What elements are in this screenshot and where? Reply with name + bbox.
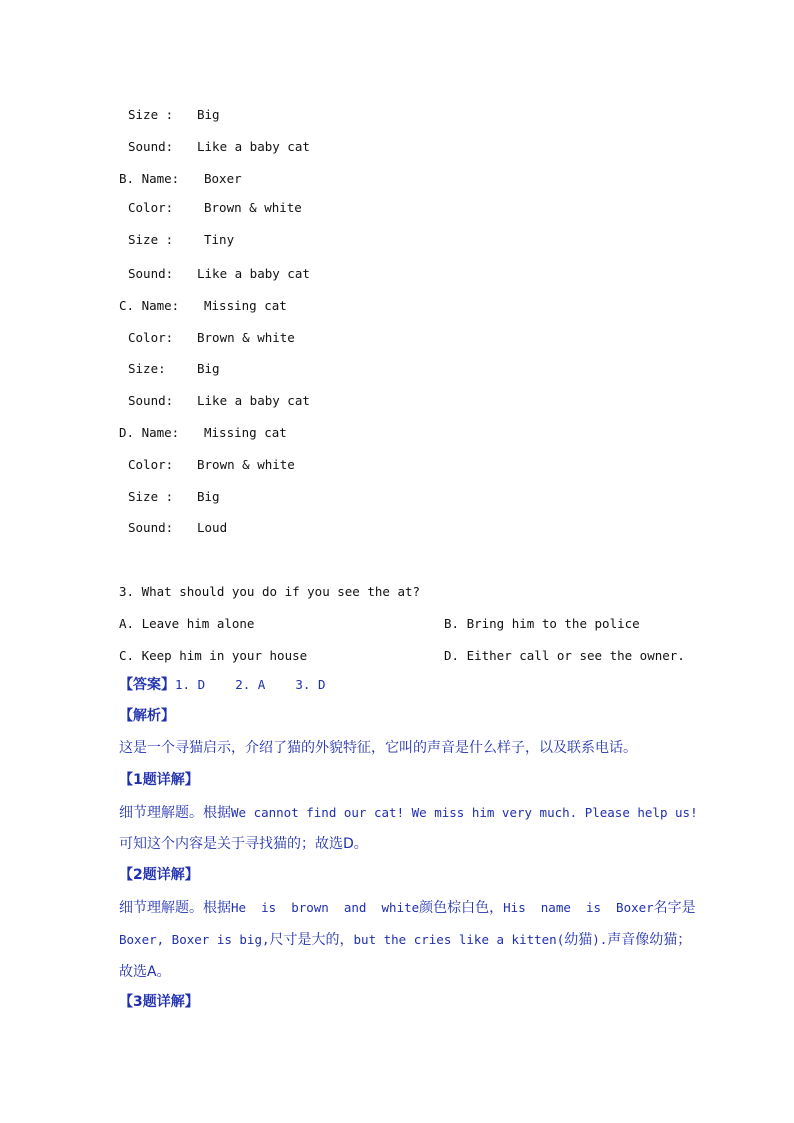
option-b-sound-row xyxy=(128,266,310,282)
q2-line1-en-a: He is brown and white xyxy=(231,900,420,915)
option-c-sound-row xyxy=(128,393,310,409)
row-label: Color: xyxy=(128,330,174,345)
row-value: Like a baby cat xyxy=(197,393,310,408)
row-value: Brown & white xyxy=(204,200,302,215)
row-value: Missing cat xyxy=(204,298,287,313)
q2-line2-en-b: but the cries like a kitten( xyxy=(353,932,565,947)
q2-line1-cn-c: 名字是 xyxy=(653,900,696,916)
q2-detail-line-3: 故选A。 xyxy=(119,964,171,980)
row-value: Boxer xyxy=(204,171,242,186)
q2-detail-tag: 【2题详解】 xyxy=(119,867,199,883)
q2-line2-en-c: ). xyxy=(592,932,608,947)
row-value: Like a baby cat xyxy=(197,139,310,154)
question-3-text: 3. What should you do if you see the at? xyxy=(119,584,421,599)
question-3-option-b: B. Bring him to the police xyxy=(444,616,640,631)
analysis-tag: 【解析】 xyxy=(119,708,175,724)
q2-line1-en-b: His name is Boxer xyxy=(503,900,654,915)
option-d-color-row xyxy=(128,457,295,473)
analysis-summary: 这是一个寻猫启示，介绍了猫的外貌特征，它叫的声音是什么样子，以及联系电话。 xyxy=(119,740,637,756)
q1-detail-line-1 xyxy=(119,805,698,821)
row-value: Missing cat xyxy=(204,425,287,440)
option-letter: D. Name: xyxy=(119,425,180,440)
option-c-name-row xyxy=(119,298,287,314)
option-letter: B. Name: xyxy=(119,171,180,186)
row-label: Color: xyxy=(128,457,174,472)
row-label: Size: xyxy=(128,361,166,376)
option-d-sound-row xyxy=(128,520,227,536)
q2-line2-cn-a: 尺寸是大的， xyxy=(269,932,354,948)
option-b-size-row xyxy=(128,232,234,248)
option-b-name-row xyxy=(119,171,242,187)
question-3-option-a: A. Leave him alone xyxy=(119,616,255,631)
question-3-option-d: D. Either call or see the owner. xyxy=(444,648,685,663)
row-label: Size : xyxy=(128,232,174,247)
row-value: Big xyxy=(197,361,220,376)
option-d-name-row xyxy=(119,425,287,441)
q2-line2-cn-b: 幼猫 xyxy=(564,932,593,948)
row-value: Loud xyxy=(197,520,228,535)
row-value: Brown & white xyxy=(197,457,295,472)
option-c-size-row xyxy=(128,361,220,377)
answer-values: 1. D 2. A 3. D xyxy=(175,677,326,692)
row-label: Sound: xyxy=(128,139,174,154)
q1-detail-tag: 【1题详解】 xyxy=(119,772,199,788)
q2-detail-line-2 xyxy=(119,932,691,948)
q3-detail-tag: 【3题详解】 xyxy=(119,994,199,1010)
row-label: Color: xyxy=(128,200,174,215)
q1-line1-cn: 细节理解题。根据 xyxy=(119,805,231,821)
q1-line1-en: We cannot find our cat! We miss him very much. Please help us! xyxy=(231,805,698,820)
q2-line2-en-a: Boxer, Boxer is big, xyxy=(119,932,270,947)
row-label: Size : xyxy=(128,489,174,504)
option-a-sound-row xyxy=(128,139,310,155)
answer-tag: 【答案】 xyxy=(119,677,175,693)
option-a-size-row xyxy=(128,107,220,123)
row-value: Big xyxy=(197,107,220,122)
row-label: Sound: xyxy=(128,266,174,281)
row-label: Size : xyxy=(128,107,174,122)
row-label: Sound: xyxy=(128,520,174,535)
row-value: Tiny xyxy=(204,232,235,247)
option-letter: C. Name: xyxy=(119,298,180,313)
q2-line2-cn-c: 声音像幼猫； xyxy=(607,932,692,948)
option-c-color-row xyxy=(128,330,295,346)
q2-line1-cn-b: 颜色棕白色， xyxy=(419,900,504,916)
answer-line xyxy=(119,677,326,693)
row-value: Brown & white xyxy=(197,330,295,345)
q1-detail-line-2: 可知这个内容是关于寻找猫的；故选D。 xyxy=(119,836,368,852)
q2-line1-cn-a: 细节理解题。根据 xyxy=(119,900,231,916)
question-3-option-c: C. Keep him in your house xyxy=(119,648,308,663)
row-value: Big xyxy=(197,489,220,504)
option-b-color-row xyxy=(128,200,302,216)
q2-detail-line-1 xyxy=(119,900,696,916)
row-label: Sound: xyxy=(128,393,174,408)
option-d-size-row xyxy=(128,489,220,505)
row-value: Like a baby cat xyxy=(197,266,310,281)
